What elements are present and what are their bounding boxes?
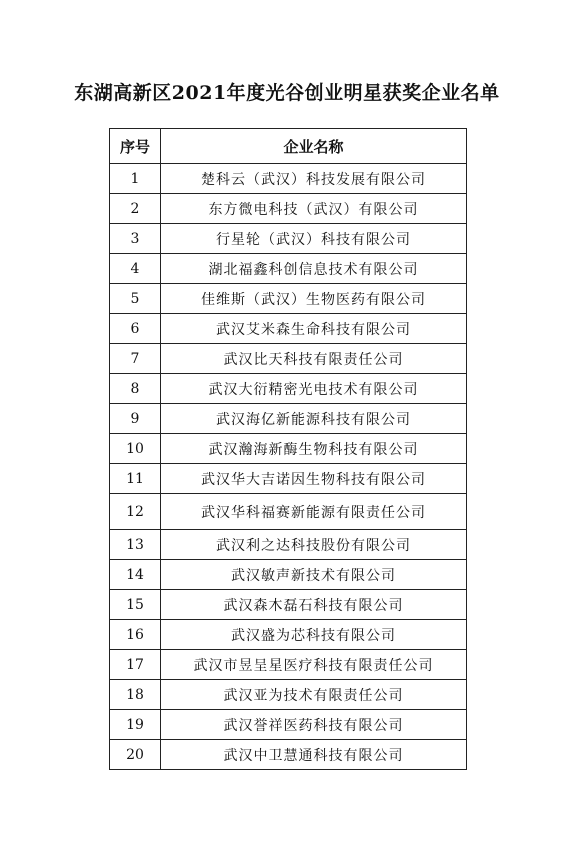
company-name: 武汉华大吉诺因生物科技有限公司 [161, 464, 467, 494]
company-name: 武汉誉祥医药科技有限公司 [161, 710, 467, 740]
table-header-row [110, 129, 467, 164]
row-number: 8 [110, 374, 161, 404]
header-company-name: 企业名称 [161, 129, 467, 164]
row-number: 1 [110, 164, 161, 194]
table-row [110, 404, 467, 434]
company-name: 武汉华科福赛新能源有限责任公司 [161, 494, 467, 530]
table-row [110, 374, 467, 404]
table-row [110, 194, 467, 224]
table-row [110, 710, 467, 740]
page-title: 东湖高新区2021年度光谷创业明星获奖企业名单 [74, 82, 500, 104]
row-number: 9 [110, 404, 161, 434]
table-row [110, 620, 467, 650]
table-row [110, 494, 467, 530]
row-number: 19 [110, 710, 161, 740]
row-number: 7 [110, 344, 161, 374]
row-number: 13 [110, 530, 161, 560]
table-row [110, 650, 467, 680]
company-name: 佳维斯（武汉）生物医药有限公司 [161, 284, 467, 314]
company-name: 武汉森木磊石科技有限公司 [161, 590, 467, 620]
table-row [110, 464, 467, 494]
row-number: 3 [110, 224, 161, 254]
table-row [110, 284, 467, 314]
table-row [110, 344, 467, 374]
row-number: 11 [110, 464, 161, 494]
winners-table [109, 128, 467, 770]
company-name: 武汉比天科技有限责任公司 [161, 344, 467, 374]
company-name: 武汉大衍精密光电技术有限公司 [161, 374, 467, 404]
table-row [110, 164, 467, 194]
company-name: 湖北福鑫科创信息技术有限公司 [161, 254, 467, 284]
row-number: 4 [110, 254, 161, 284]
company-name: 武汉中卫慧通科技有限公司 [161, 740, 467, 770]
row-number: 20 [110, 740, 161, 770]
table-row [110, 680, 467, 710]
row-number: 2 [110, 194, 161, 224]
company-name: 武汉亚为技术有限责任公司 [161, 680, 467, 710]
company-name: 武汉海亿新能源科技有限公司 [161, 404, 467, 434]
row-number: 10 [110, 434, 161, 464]
company-name: 武汉利之达科技股份有限公司 [161, 530, 467, 560]
table-row [110, 740, 467, 770]
table-row [110, 254, 467, 284]
table-row [110, 590, 467, 620]
company-name: 武汉艾米森生命科技有限公司 [161, 314, 467, 344]
row-number: 6 [110, 314, 161, 344]
table-row [110, 224, 467, 254]
table-row [110, 530, 467, 560]
row-number: 17 [110, 650, 161, 680]
table-row [110, 314, 467, 344]
row-number: 15 [110, 590, 161, 620]
company-name: 楚科云（武汉）科技发展有限公司 [161, 164, 467, 194]
company-name: 武汉盛为芯科技有限公司 [161, 620, 467, 650]
row-number: 18 [110, 680, 161, 710]
company-name: 东方微电科技（武汉）有限公司 [161, 194, 467, 224]
row-number: 14 [110, 560, 161, 590]
company-name: 武汉瀚海新酶生物科技有限公司 [161, 434, 467, 464]
row-number: 12 [110, 494, 161, 530]
company-name: 行星轮（武汉）科技有限公司 [161, 224, 467, 254]
table-row [110, 434, 467, 464]
row-number: 16 [110, 620, 161, 650]
row-number: 5 [110, 284, 161, 314]
company-name: 武汉市昱呈星医疗科技有限责任公司 [161, 650, 467, 680]
table-row [110, 560, 467, 590]
header-serial-number: 序号 [110, 129, 161, 164]
company-name: 武汉敏声新技术有限公司 [161, 560, 467, 590]
